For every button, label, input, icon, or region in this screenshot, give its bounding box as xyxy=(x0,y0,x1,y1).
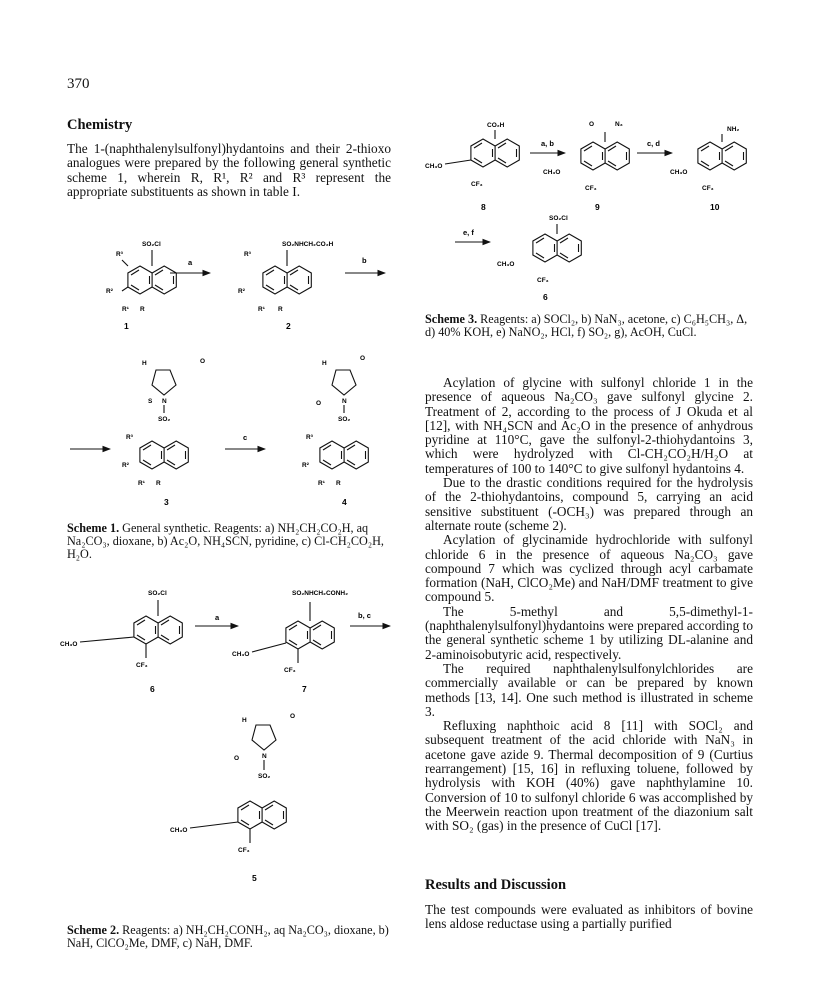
compound-label-9: 9 xyxy=(595,202,600,212)
paragraph-methyl: The 5-methyl and 5,5-dimethyl-1-(naphthalenylsulfonyl)hydantoins were prepared according to the general synthetic scheme 1 by utilizing DL-alanine and 2-aminoisobutyric acid, respectively. xyxy=(425,603,753,662)
arrow-label-a: a xyxy=(215,613,220,622)
results-paragraph: The test compounds were evaluated as inhibitors of bovine lens aldose reductase using a partially purified xyxy=(425,902,753,932)
arrow-label-bc: b, c xyxy=(358,611,371,620)
svg-text:S: S xyxy=(148,398,153,405)
scheme-3-diagram xyxy=(425,118,760,308)
svg-text:SO₂NHCH₂CONH₂: SO₂NHCH₂CONH₂ xyxy=(292,590,348,597)
compound-9-structure xyxy=(543,121,629,212)
compound-label-1: 1 xyxy=(124,321,129,331)
scheme-2-diagram xyxy=(60,580,400,910)
svg-text:R³: R³ xyxy=(244,251,251,258)
so2-group: SO₂ xyxy=(158,416,171,423)
svg-text:CH₃O: CH₃O xyxy=(232,651,250,658)
scheme-1-caption: Scheme 1. General synthetic. Reagents: a) NH₂CH₂CO₂H, aq Na₂CO₃, dioxane, b) Ac₂O, NH₄SCN, pyridine, c) Cl-CH₂CO₂H, H₂O. xyxy=(67,521,384,561)
svg-text:H: H xyxy=(242,717,247,724)
so2cl-group: SO₂Cl xyxy=(142,241,161,248)
compound-label-2: 2 xyxy=(286,321,291,331)
compound-6-structure xyxy=(60,590,182,694)
svg-text:CF₃: CF₃ xyxy=(471,181,483,188)
svg-text:N: N xyxy=(262,753,267,760)
svg-text:R³: R³ xyxy=(126,434,133,441)
r1-label: R¹ xyxy=(122,306,129,313)
svg-text:CH₃O: CH₃O xyxy=(543,169,561,176)
so2-glycine-group: SO₂NHCH₂CO₂H xyxy=(282,241,334,248)
compound-8-structure xyxy=(425,122,519,212)
compound-label-7: 7 xyxy=(302,684,307,694)
svg-text:CH₃O: CH₃O xyxy=(670,169,688,176)
arrow-label-cd: c, d xyxy=(647,139,660,148)
intro-paragraph: The 1-(naphthalenylsulfonyl)hydantoins and their 2-thioxo analogues were prepared by the following general synthetic scheme 1, wherein R, R¹, R² and R³ represent the appropriate substituents as shown in table I. xyxy=(67,141,391,199)
svg-text:N₃: N₃ xyxy=(615,121,623,128)
paragraph-refluxing: Refluxing naphthoic acid 8 [11] with SOCl₂ and subsequent treatment of the acid chloride with NaN₃ in acetone gave azide 9. Thermal decomposition of 9 (Curtius rearrangement) [15, 16] in refluxing toluene, followed by hydrolysis with KOH (40%) gave naphthylamine 10. Conversion of 10 to sulfonyl chloride 6 was accomplished by the Meerwein reaction upon treatment of the diazonium salt with SO₂ (gas) in the presence of CuCl [17]. xyxy=(425,718,753,834)
svg-text:N: N xyxy=(342,398,347,405)
svg-text:O: O xyxy=(200,358,206,365)
compound-label-6b: 6 xyxy=(543,292,548,302)
svg-text:R²: R² xyxy=(122,462,129,469)
svg-text:CF₃: CF₃ xyxy=(284,667,296,674)
compound-label-8: 8 xyxy=(481,202,486,212)
r3-label: R³ xyxy=(116,251,123,258)
compound-10-structure xyxy=(670,126,746,212)
svg-text:SO₂: SO₂ xyxy=(338,416,351,423)
paragraph-acylation: Acylation of glycine with sulfonyl chloride 1 in the presence of aqueous Na₂CO₃ gave sulfonyl glycine 2. Treatment of 2, according to the process of J Okuda et al [12], with NH₄SCN and Ac₂O in the presence of anhydrous pyridine at 110°C, gave the sulfonyl-2-thiohydantoins 3, which were hydrolyzed with Cl-CH₂CO₂H/H₂O at temperatures of 100 to 140°C to give sulfonyl hydantoins 4. xyxy=(425,375,753,476)
svg-text:CF₃: CF₃ xyxy=(136,662,148,669)
svg-text:O: O xyxy=(589,121,595,128)
svg-text:CF₃: CF₃ xyxy=(702,185,714,192)
compound-4-structure xyxy=(302,355,368,507)
compound-label-4: 4 xyxy=(342,497,347,507)
r-label: R xyxy=(140,306,145,313)
svg-text:SO₂Cl: SO₂Cl xyxy=(549,215,568,222)
svg-text:NH₂: NH₂ xyxy=(727,126,740,133)
compound-label-6: 6 xyxy=(150,684,155,694)
compound-6-route-structure xyxy=(497,215,581,302)
svg-text:SO₂Cl: SO₂Cl xyxy=(148,590,167,597)
svg-text:SO₂: SO₂ xyxy=(258,773,271,780)
compound-label-10: 10 xyxy=(710,202,720,212)
arrow-label-b: b xyxy=(362,256,367,265)
compound-label-3: 3 xyxy=(164,497,169,507)
arrow-label-ef: e, f xyxy=(463,228,474,237)
svg-text:O: O xyxy=(316,400,322,407)
arrow-label-a: a xyxy=(188,258,193,267)
svg-text:CH₃O: CH₃O xyxy=(60,641,78,648)
compound-3-structure xyxy=(122,358,205,507)
svg-text:CF₃: CF₃ xyxy=(238,847,250,854)
svg-text:CH₃O: CH₃O xyxy=(497,261,515,268)
compound-label-5: 5 xyxy=(252,873,257,883)
scheme-3-caption: Scheme 3. Reagents: a) SOCl₂, b) NaN₃, acetone, c) C₆H₅CH₃, Δ, d) 40% KOH, e) NaNO₂, HCl, f) SO₂, g), AcOH, CuCl. xyxy=(425,312,748,339)
compound-2-structure xyxy=(238,241,334,331)
svg-text:R: R xyxy=(278,306,283,313)
svg-text:CF₃: CF₃ xyxy=(537,277,549,284)
svg-text:R: R xyxy=(156,480,161,487)
svg-text:R²: R² xyxy=(238,288,245,295)
compound-5-structure xyxy=(170,713,295,883)
svg-text:R¹: R¹ xyxy=(258,306,265,313)
arrow-label-c: c xyxy=(243,433,248,442)
svg-text:R²: R² xyxy=(302,462,309,469)
r2-label: R² xyxy=(106,288,113,295)
results-heading: Results and Discussion xyxy=(425,877,567,893)
paragraph-glycinamide: Acylation of glycinamide hydrochloride with sulfonyl chloride 6 in the presence of aqueous Na₂CO₃ gave compound 7 which was cyclized through acyl carbamate formation (NaH, ClCO₂Me) and NaH/DMF treatment to give compound 5. xyxy=(425,532,753,605)
svg-text:CO₂H: CO₂H xyxy=(487,122,505,129)
svg-text:N: N xyxy=(162,398,167,405)
compound-7-structure xyxy=(232,590,348,694)
arrow-label-ab: a, b xyxy=(541,139,554,148)
compound-1-structure xyxy=(106,241,176,331)
scheme-2-caption: Scheme 2. Reagents: a) NH₂CH₂CONH₂, aq Na₂CO₃, dioxane, b) NaH, ClCO₂Me, DMF, c) NaH, DMF. xyxy=(67,923,389,950)
svg-text:O: O xyxy=(234,755,240,762)
svg-text:R: R xyxy=(336,480,341,487)
svg-text:H: H xyxy=(142,360,147,367)
svg-text:H: H xyxy=(322,360,327,367)
scheme-1-diagram xyxy=(60,225,400,510)
svg-text:R¹: R¹ xyxy=(318,480,325,487)
svg-text:O: O xyxy=(290,713,296,720)
svg-text:R³: R³ xyxy=(306,434,313,441)
paragraph-required: The required naphthalenylsulfonylchlorides are commercially available or can be prepared by known methods [13, 14]. One such method is illustrated in scheme 3. xyxy=(425,660,753,719)
paragraph-drastic: Due to the drastic conditions required for the hydrolysis of the 2-thiohydantoins, compound 5, carrying an acid sensitive substituent (-OCH₃) was prepared through an alternate route (scheme 2). xyxy=(425,475,753,533)
svg-text:R¹: R¹ xyxy=(138,480,145,487)
right-column-text xyxy=(425,376,753,834)
page-number: 370 xyxy=(67,76,90,92)
svg-text:CF₃: CF₃ xyxy=(585,185,597,192)
svg-text:CH₃O: CH₃O xyxy=(425,163,443,170)
chemistry-heading: Chemistry xyxy=(67,117,133,133)
svg-text:CH₃O: CH₃O xyxy=(170,827,188,834)
svg-text:O: O xyxy=(360,355,366,362)
